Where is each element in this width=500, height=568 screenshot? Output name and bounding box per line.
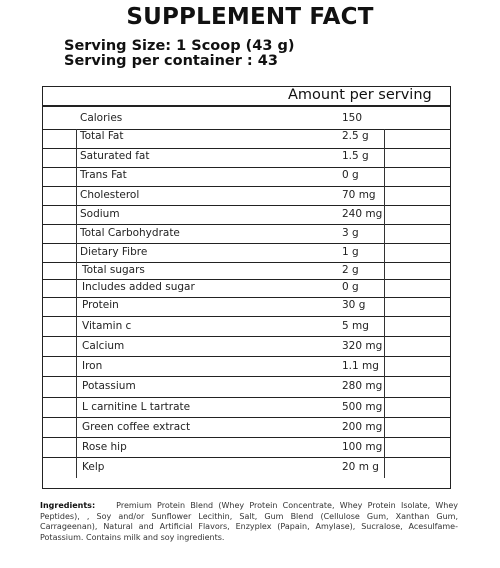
nutrient-amount: 20 m g	[342, 461, 379, 473]
nutrient-amount: 5 mg	[342, 320, 369, 332]
nutrient-amount: 1 g	[342, 246, 359, 258]
row-divider	[42, 297, 451, 298]
row-divider	[42, 336, 451, 337]
serving-size: Serving Size: 1 Scoop (43 g)	[64, 38, 295, 54]
ingredients-label: Ingredients:	[40, 501, 96, 510]
row-divider	[42, 437, 451, 438]
nutrient-name: Calories	[80, 112, 123, 124]
nutrient-name: Sodium	[80, 208, 120, 220]
nutrient-amount: 200 mg	[342, 421, 383, 433]
row-divider	[42, 417, 451, 418]
row-divider	[42, 224, 451, 225]
nutrient-name: Saturated fat	[80, 150, 150, 162]
nutrient-amount: 1.1 mg	[342, 360, 379, 372]
row-divider	[42, 148, 451, 149]
name-column-rule	[76, 129, 77, 478]
amount-column-rule	[384, 129, 385, 478]
nutrient-name: Includes added sugar	[82, 281, 195, 293]
nutrient-name: Protein	[82, 299, 119, 311]
nutrient-name: Total sugars	[82, 264, 145, 276]
nutrient-name: L carnitine L tartrate	[82, 401, 191, 413]
nutrient-amount: 3 g	[342, 227, 359, 239]
nutrient-amount: 500 mg	[342, 401, 383, 413]
nutrient-amount: 280 mg	[342, 380, 383, 392]
ingredients-text: Premium Protein Blend (Whey Protein Concentrate, Whey Protein Isolate, Whey Peptides), , Soy and/or Sunflower Lecithin, Salt, Gum Blend (Cellulose Gum, Xanthan Gum, Carrageenan), Natural and Artificial Flavors, Enzyplex (Papain, Amylase), Sucralose, Acesulfame-Potassium. Contains milk and soy ingredients.	[40, 501, 458, 542]
nutrient-amount: 1.5 g	[342, 150, 369, 162]
nutrient-amount: 30 g	[342, 299, 366, 311]
nutrient-name: Total Carbohydrate	[80, 227, 180, 239]
row-divider	[42, 243, 451, 244]
row-divider	[42, 316, 451, 317]
nutrient-amount: 70 mg	[342, 189, 376, 201]
row-divider	[42, 186, 451, 187]
nutrient-name: Rose hip	[82, 441, 127, 453]
page-title: SUPPLEMENT FACT	[126, 4, 374, 30]
nutrient-amount: 0 g	[342, 281, 359, 293]
row-divider	[42, 356, 451, 357]
nutrient-amount: 0 g	[342, 169, 359, 181]
row-divider	[42, 376, 451, 377]
amount-per-serving-header: Amount per serving	[288, 87, 432, 103]
header-divider	[42, 105, 451, 107]
nutrient-amount: 2.5 g	[342, 130, 369, 142]
nutrient-name: Calcium	[82, 340, 125, 352]
nutrient-name: Potassium	[82, 380, 136, 392]
nutrient-name: Dietary Fibre	[80, 246, 148, 258]
serving-per-container: Serving per container : 43	[64, 53, 278, 69]
nutrient-name: Green coffee extract	[82, 421, 191, 433]
nutrient-amount: 150	[342, 112, 363, 124]
nutrient-amount: 240 mg	[342, 208, 383, 220]
nutrient-name: Total Fat	[80, 130, 124, 142]
nutrient-amount: 100 mg	[342, 441, 383, 453]
row-divider	[42, 167, 451, 168]
nutrient-name: Trans Fat	[80, 169, 127, 181]
row-divider	[42, 205, 451, 206]
ingredients-block	[40, 501, 458, 543]
row-divider	[42, 262, 451, 263]
row-divider	[42, 457, 451, 458]
row-divider	[42, 279, 451, 280]
nutrient-name: Kelp	[82, 461, 105, 473]
nutrient-name: Iron	[82, 360, 103, 372]
nutrient-name: Vitamin c	[82, 320, 132, 332]
nutrient-amount: 2 g	[342, 264, 359, 276]
nutrient-amount: 320 mg	[342, 340, 383, 352]
nutrient-name: Cholesterol	[80, 189, 140, 201]
row-divider	[42, 397, 451, 398]
